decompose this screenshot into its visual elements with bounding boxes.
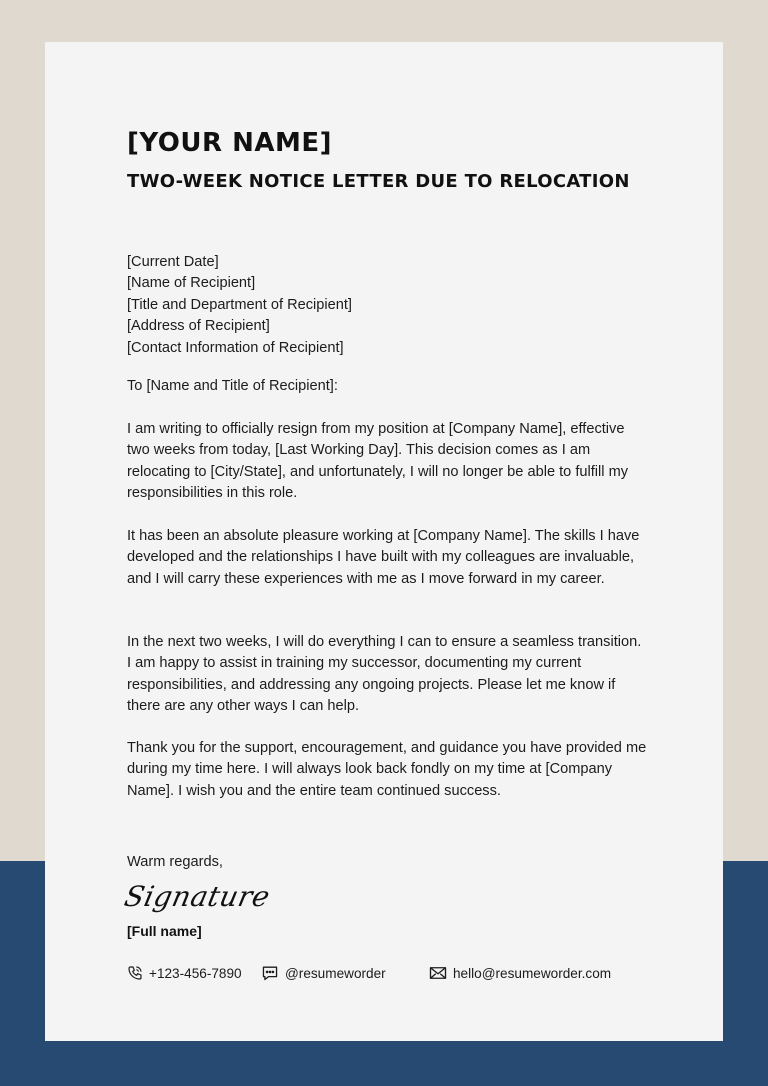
current-date: [Current Date] xyxy=(127,254,219,270)
letter-page xyxy=(45,42,723,1041)
recipient-name: [Name of Recipient] xyxy=(127,275,256,292)
signature: Signature xyxy=(121,880,274,913)
contact-email xyxy=(429,963,611,983)
email-address: hello@resumeworder.com xyxy=(453,965,612,981)
phone-icon xyxy=(127,965,143,981)
contact-social xyxy=(261,963,386,983)
chat-icon xyxy=(261,965,279,981)
body-paragraph-3: In the next two weeks, I will do everything I can to ensure a seamless transition. I am happy to assist in training my successor, documenting my current responsibilities, and addressing any ongoing projects. Please let me know if there are any other ways I can help. xyxy=(127,634,642,714)
phone-number: +123-456-7890 xyxy=(149,965,242,981)
mail-icon xyxy=(429,966,447,980)
contact-phone xyxy=(127,963,242,983)
recipient-contact: [Contact Information of Recipient] xyxy=(127,339,344,356)
body-paragraph-1: I am writing to officially resign from my position at [Company Name], effective two weeks from today, [Last Working Day]. This decision comes as I am relocating to [City/State], and unfortunately, I will no longer be able to fulfill my responsibilities in this role. xyxy=(127,421,629,501)
letter-title: TWO-WEEK NOTICE LETTER DUE TO RELOCATION xyxy=(127,171,630,192)
body-paragraph-2: It has been an absolute pleasure working at [Company Name]. The skills I have developed and the relationships I have built with my colleagues are invaluable, and I will carry these experiences with me as I move forward in my career. xyxy=(127,528,640,587)
recipient-title: [Title and Department of Recipient] xyxy=(127,296,352,313)
salutation: To [Name and Title of Recipient]: xyxy=(127,378,338,394)
recipient-address: [Address of Recipient] xyxy=(127,318,270,335)
sender-name: [YOUR NAME] xyxy=(127,128,332,158)
body-paragraph-4: Thank you for the support, encouragement, and guidance you have provided me during my time here. I will always look back fondly on my time at [Company Name]. I wish you and the entire team continued success. xyxy=(127,740,647,799)
closing: Warm regards, xyxy=(127,854,223,870)
recipient-block xyxy=(127,252,352,359)
social-handle: @resumeworder xyxy=(285,965,386,981)
full-name: [Full name] xyxy=(127,923,202,939)
